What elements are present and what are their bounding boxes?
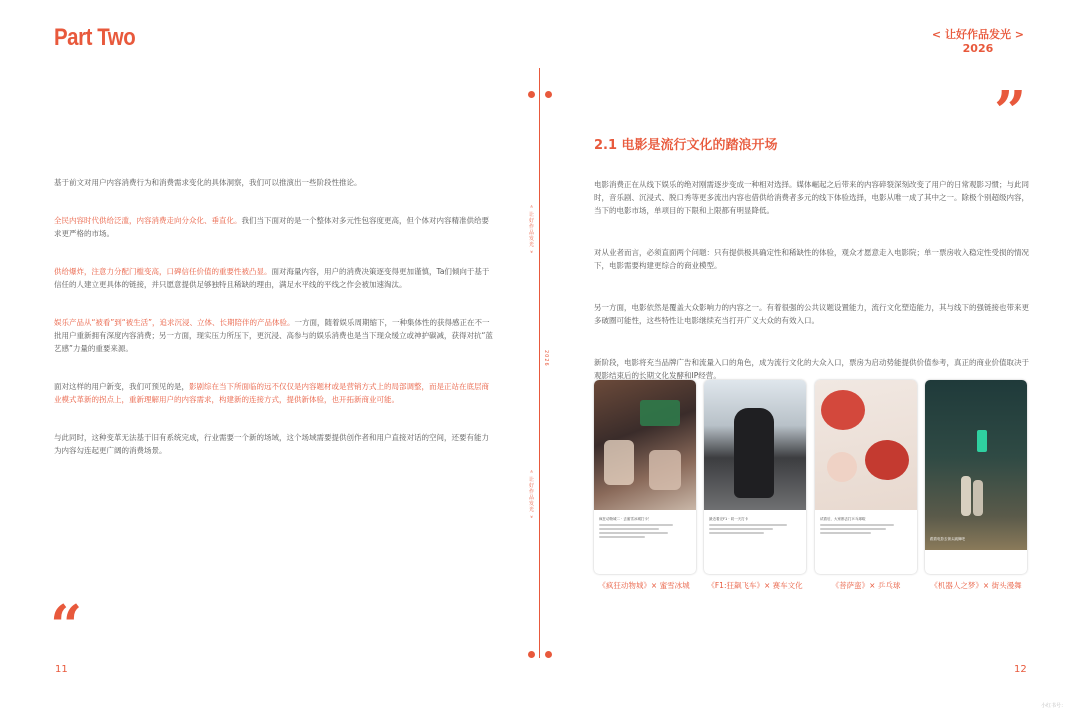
card-caption: 《机器人之梦》× 街头漫舞 [930, 581, 1022, 590]
post-title: 跟着电影去街头跳舞吧 [930, 537, 965, 541]
right-page-body [594, 178, 1030, 411]
spine-label-mid: 2026 [543, 350, 549, 367]
paragraph-highlight: 娱乐产品从“被看”到“被生活”，追求沉浸、立体、长期陪伴的产品体验。 [54, 318, 295, 327]
paragraph-highlight: 全民内容时代供给泛滥，内容消费走向分众化、垂直化。 [54, 216, 242, 225]
post-title: 试看后，大家都去打乒乓球啦 [820, 517, 866, 521]
post-meta [820, 516, 912, 536]
spine-dot [545, 651, 552, 658]
post-image [815, 380, 917, 510]
book-spine-line [539, 68, 540, 658]
post-card[interactable] [704, 380, 806, 574]
card-caption: 《F1:狂飙飞车》× 赛车文化 [707, 581, 803, 590]
paragraph-text: 我们当下面对的是一个整体对多元性包容度更高，但个体对内容精准供给要求更严格的市场。 [54, 216, 489, 238]
post-image [594, 380, 696, 510]
spine-dot [528, 91, 535, 98]
series-year: 2026 [962, 42, 994, 55]
spine-dot [545, 91, 552, 98]
card-caption: 《菩萨蛮》× 乒乓球 [831, 581, 901, 590]
paragraph-text: 面对这样的用户新变，我们可预见的是， [54, 382, 189, 391]
paragraph [54, 176, 494, 189]
paragraph [54, 316, 494, 355]
post-image [704, 380, 806, 510]
post-image [925, 380, 1027, 550]
post-title: 最近看完F1 · 同一天打卡 [709, 517, 749, 521]
watermark: 小红书号： [1040, 703, 1066, 709]
post-card[interactable] [594, 380, 696, 574]
paragraph: 电影消费正在从线下娱乐的绝对刚需逐步变成一种相对选择。媒体崛起之后带来的内容碎裂深刻改变了用户的日常观影习惯；与此同时，音乐剧、沉浸式、脱口秀等更多流出内容也借供给消费者多元的线下体验选择，电影从唯一成了其中之一。除极个别超级内容，当下的电影市场，单项目的下限和上限都有明显降低。 [594, 180, 1029, 215]
paragraph: 另一方面，电影依然是覆盖大众影响力的内容之一。有着很强的公共议题设置能力，流行文化塑造能力，其与线下的强链接也带来更多破圈可能性，这些特性让电影继续充当打开广义大众的有效入口。 [594, 303, 1029, 325]
quote-mark-icon: ” [994, 79, 1027, 145]
post-meta [930, 536, 1022, 542]
post-meta [709, 516, 801, 536]
series-title-line1: < 让好作品发光 > [931, 28, 1024, 41]
paragraph: 对从业者而言，必须直面两个问题：只有提供极具确定性和稀缺性的体验，观众才愿意走入电影院；单一票房收入稳定性受损的情况下，电影需要构建更综合的商业模型。 [594, 248, 1029, 270]
paragraph-text: 与此同时，这种变革无法基于旧有系统完成，行业需要一个新的场域，这个场域需要提供创作者和用户直接对话的空间，还要有能力为内容勾连起更广阔的消费场景。 [54, 433, 489, 455]
page-number: 12 [1014, 664, 1027, 675]
paragraph [54, 265, 494, 291]
spine-dot [528, 651, 535, 658]
paragraph-text: 一方面，随着娱乐周期缩下，一种集体性的获得感正在不一批用户重新拥有深度内容消费；另一方面，现实压力所压下，更沉浸、高参与的娱乐消费也是当下现众缓立或神护碳减，获得对抗“蓝艺感”力量的重要来源。 [54, 318, 493, 353]
paragraph [54, 380, 494, 406]
paragraph-text: 基于前文对用户内容消费行为和消费需求变化的具体洞察，我们可以推演出一些阶段性推论。 [54, 178, 362, 187]
quote-mark-icon: “ [50, 593, 83, 659]
section-title: 2.1 电影是流行文化的踏浪开场 [594, 138, 778, 153]
card-caption: 《疯狂动物城》× 蜜雪冰城 [598, 581, 690, 590]
post-meta [599, 516, 691, 540]
spine-label-bottom: « 让好作品发光 » [528, 470, 534, 520]
paragraph [54, 214, 494, 240]
post-title: 疯狂动物城二 · 去蜜雪冰城打卡！ [599, 517, 652, 521]
spine-label-top: « 让好作品发光 » [528, 205, 534, 255]
paragraph-text: 面对海量内容，用户的消费决策逐变得更加谨慎，Ta们倾向于基于信任的人建立更具体的链接，并只愿意提供足够独特且稀缺的理由，满足水平线的平线之作会被加速淘汰。 [54, 267, 490, 289]
post-card[interactable] [815, 380, 917, 574]
paragraph [54, 431, 494, 457]
paragraph-highlight: 影剧综在当下所面临的远不仅仅是内容题材或是营销方式上的局部调整，而是正站在底层商业模式革新的拐点上，重新理解用户的内容需求，构建新的连接方式，提供新体验，也开拓新商业可能。 [54, 382, 489, 404]
page-number: 11 [55, 664, 68, 675]
part-title: Part Two [54, 24, 136, 51]
paragraph-highlight: 供给爆炸，注意力分配门槛变高，口碑信任价值的重要性被凸显。 [54, 267, 272, 276]
series-title [932, 28, 1024, 56]
left-page-body [54, 176, 494, 482]
paragraph: 新阶段，电影将充当品牌广告和流量入口的角色，成为流行文化的大众入口，票房为启动势能提供价值参考，真正的商业价值取决于观影结束后的长期文化发酵和IP经营。 [594, 358, 1029, 380]
post-card[interactable] [925, 380, 1027, 574]
